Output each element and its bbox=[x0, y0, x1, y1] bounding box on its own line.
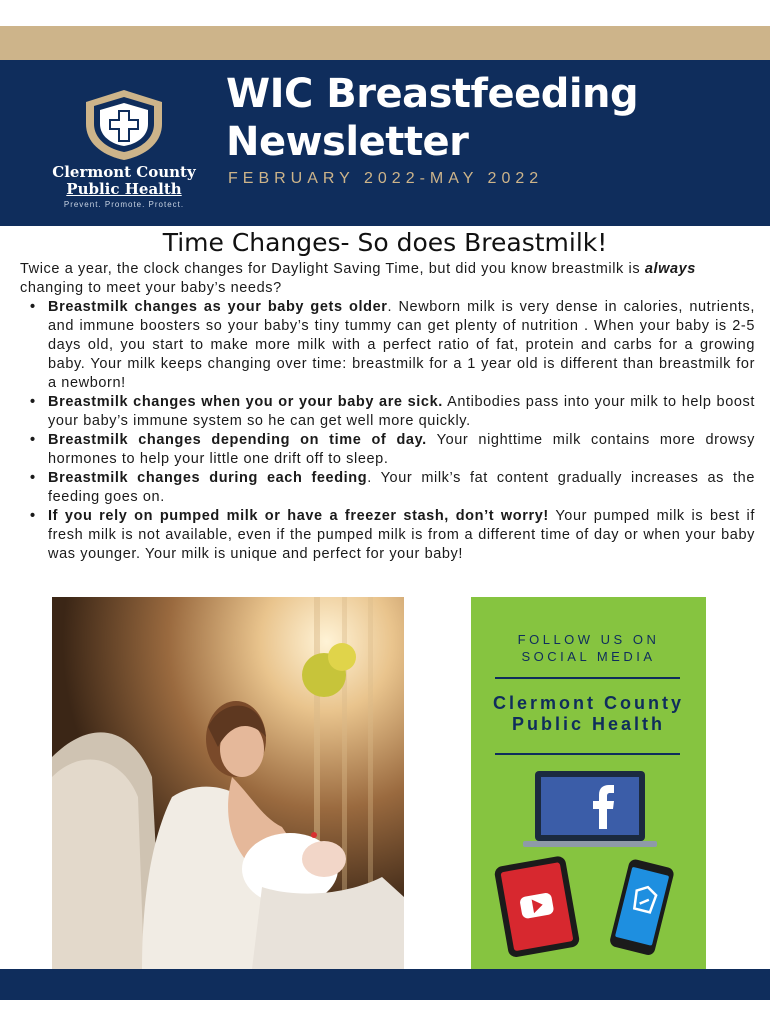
title-line-1: WIC Breastfeeding bbox=[226, 71, 639, 117]
point-heading: Breastmilk changes as your baby gets older bbox=[48, 299, 388, 315]
point-heading: Breastmilk changes when you or your baby are sick. bbox=[48, 394, 443, 410]
intro-text-before: Twice a year, the clock changes for Daylight Saving Time, but did you know breastmilk is bbox=[20, 261, 645, 277]
point-heading: If you rely on pumped milk or have a freezer stash, don’t worry! bbox=[48, 508, 549, 524]
point-heading: Breastmilk changes during each feeding bbox=[48, 470, 368, 486]
footer-bar bbox=[0, 969, 770, 1000]
logo-name-line2: Public Health bbox=[66, 180, 182, 198]
follow-line-2: SOCIAL MEDIA bbox=[521, 649, 656, 664]
article-intro bbox=[20, 260, 755, 298]
divider bbox=[495, 677, 680, 679]
breastmilk-facts-list bbox=[30, 298, 755, 564]
date-range: FEBRUARY 2022-MAY 2022 bbox=[228, 170, 544, 187]
social-media-panel bbox=[471, 597, 706, 969]
list-item bbox=[30, 431, 755, 469]
list-item bbox=[30, 393, 755, 431]
point-text: . Your milk’s fat content gradually increases as the feeding goes on. bbox=[48, 470, 755, 505]
device-illustrations bbox=[471, 767, 706, 967]
divider bbox=[495, 753, 680, 755]
intro-text-after: changing to meet your baby’s needs? bbox=[20, 280, 282, 296]
list-item bbox=[30, 507, 755, 564]
phone-app-icon[interactable] bbox=[609, 858, 675, 956]
org-line-1: Clermont County bbox=[493, 693, 684, 713]
logo-tagline: Prevent. Promote. Protect. bbox=[63, 200, 185, 209]
newsletter-header bbox=[0, 60, 770, 226]
point-text: Your nighttime milk contains more drowsy hormones to help your little one drift off to sleep. bbox=[48, 432, 755, 467]
org-name bbox=[471, 693, 706, 735]
point-text: Your pumped milk is best if fresh milk is not available, even if the pumped milk is from a different time of day or when your baby was younger. Your milk is unique and perfect for your baby! bbox=[48, 508, 755, 562]
logo-name-line1: Clermont County bbox=[52, 163, 196, 181]
follow-line-1: FOLLOW US ON bbox=[517, 632, 660, 647]
mother-breastfeeding-photo bbox=[52, 597, 404, 969]
follow-us-heading bbox=[471, 631, 706, 665]
top-accent-bar bbox=[0, 26, 770, 60]
point-text: . Newborn milk is very dense in calories, nutrients, and immune boosters so your baby’s tiny tummy can get plenty of nutrition . When your baby is 2-5 days old, you start to make more milk with a perfect ratio of fat, protein and carbs for a growing baby. Your milk keeps changing over time: breastmilk for a 1 year old is different than breastmilk for a newborn! bbox=[48, 299, 755, 391]
shield-cross-icon bbox=[82, 88, 166, 162]
intro-emphasis: always bbox=[644, 261, 696, 277]
newsletter-title bbox=[226, 70, 746, 166]
clermont-logo bbox=[40, 88, 208, 208]
article-headline: Time Changes- So does Breastmilk! bbox=[162, 228, 608, 257]
title-line-2: Newsletter bbox=[226, 119, 469, 165]
point-heading: Breastmilk changes depending on time of day. bbox=[48, 432, 427, 448]
youtube-icon[interactable] bbox=[494, 855, 581, 958]
point-text: Antibodies pass into your milk to help boost your baby’s immune system so he can get well more quickly. bbox=[48, 394, 755, 429]
facebook-icon[interactable] bbox=[523, 771, 657, 847]
org-line-2: Public Health bbox=[511, 714, 666, 734]
list-item bbox=[30, 298, 755, 393]
list-item bbox=[30, 469, 755, 507]
